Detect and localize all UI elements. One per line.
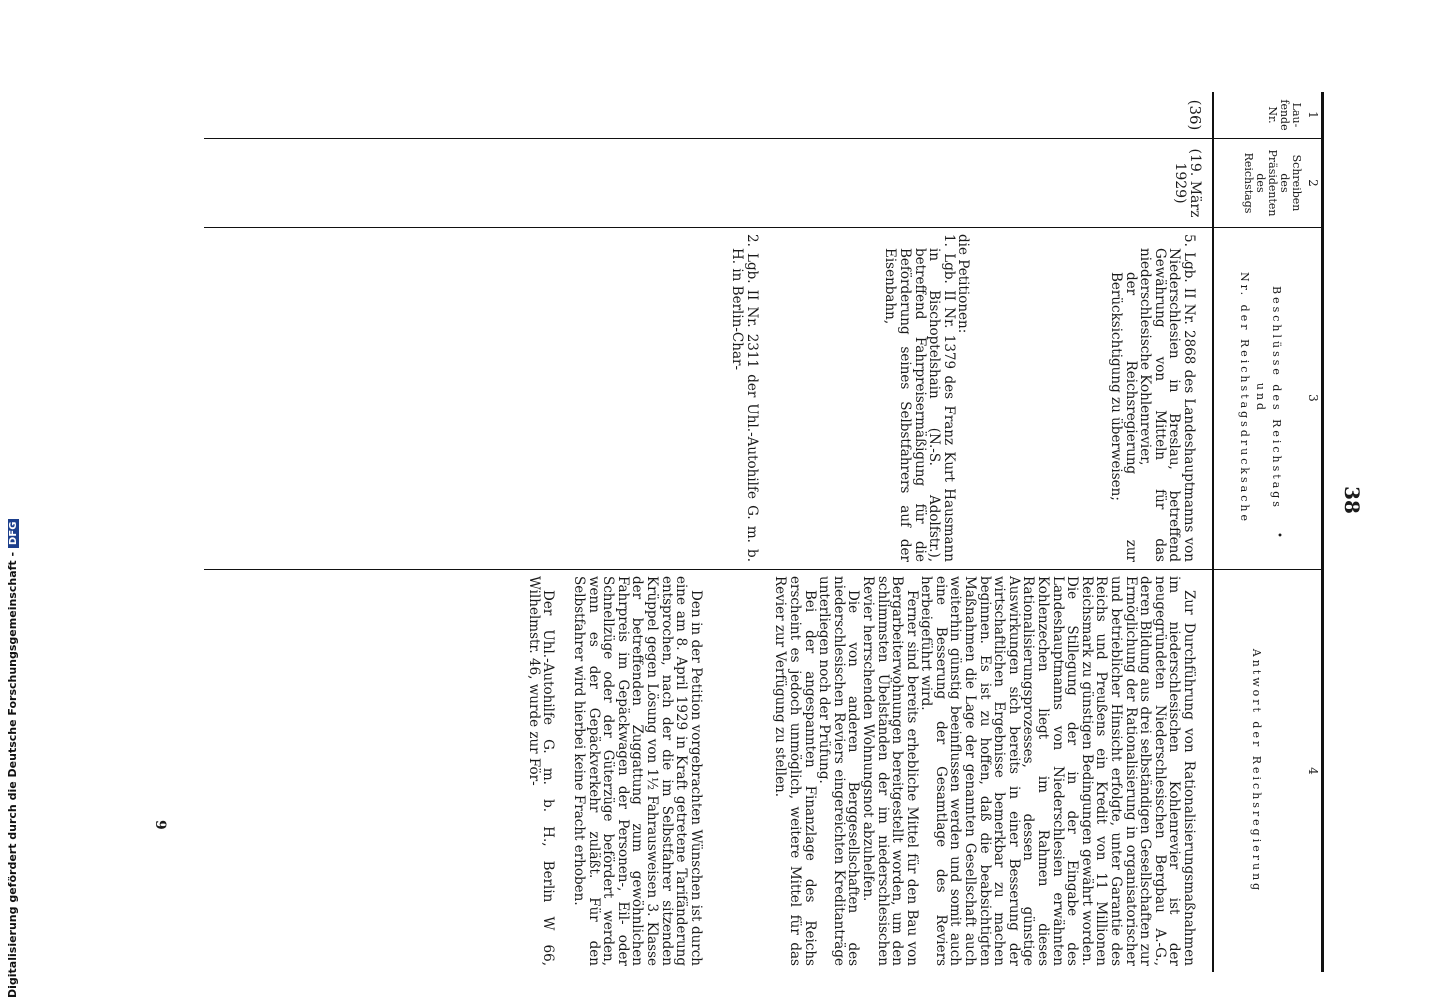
column-4-content bbox=[526, 570, 1196, 972]
column-number-1: 1 bbox=[1306, 111, 1320, 119]
column-header-lfd-nr: Lau- fende Nr. bbox=[1266, 99, 1303, 131]
table-header-rule bbox=[1212, 92, 1214, 972]
answer-paragraph: Der Uhl.-Autohilfe G. m. b. H., Berlin W 66, Wilhelmstr. 46, wurde zur För- bbox=[525, 576, 557, 966]
page-number: 38 bbox=[1340, 486, 1364, 514]
column-header-antwort: Antwort der Reichsregierung bbox=[1250, 648, 1263, 894]
digitization-credit bbox=[6, 519, 19, 998]
resolution-text: 5. Lgb. II Nr. 2868 des Landeshauptmanns von Niederschlesien in Breslau, betreffend Gewährung von Mitteln für das niederschlesische Kohlenrevier, bbox=[1137, 234, 1197, 562]
ink-mark: • bbox=[1273, 532, 1284, 538]
table-top-rule bbox=[1321, 92, 1324, 972]
resolution-text-cont: der Reichsregierung zur Berücksichtigung zu überweisen; bbox=[1108, 272, 1139, 562]
column-header-beschluesse: Beschlüsse des Reichstags und Nr. der Reichstagsdrucksache bbox=[1238, 271, 1283, 524]
footer-number: 9 bbox=[152, 820, 168, 830]
column-number-2: 2 bbox=[1306, 179, 1320, 187]
column-header-schreiben: Schreiben des Präsidenten des Reichstags bbox=[1242, 149, 1303, 217]
answer-paragraph: Zur Durchführung von Rationalisierungsmaßnahmen im niederschlesischen Kohlenrevier ist der neugegründeten Niederschlesischen Bergbau A.-G., deren Bildung aus drei selbständigen Gesellschaften zur Ermöglichung der Rationalisierung in organisatorischer und betrieblicher Hinsicht erfolgte, unter Garantie des Reichs und Preußens ein Kredit von 11 Millionen Reichsmark zu günstigen Bedingungen gewährt worden. Die Stillegung der in der Eingabe des Landeshauptmanns von Niederschlesien erwähnten Kohlenzechen liegt im Rahmen dieses Rationalisierungsprozesses, dessen günstige Auswirkungen sich bereits in einer Besserung der wirtschaftlichen Ergebnisse bemerkbar zu machen beginnen. Es ist zu hoffen, daß die beabsichtigten Maßnahmen die Lage der genannten Gesellschaft auch weiterhin günstig beeinflussen werden und somit auch eine Besserung der Gesamtlage des Reviers herbeigeführt wird. bbox=[918, 576, 1197, 966]
petition-item-2: 2. Lgb. II Nr. 2311 der Uhl.-Autohilfe G. m. b. H. in Berlin-Char- bbox=[729, 234, 760, 562]
entry-date: (19. März 1929) bbox=[1172, 148, 1203, 218]
column-divider bbox=[204, 138, 1324, 139]
column-3-content bbox=[730, 228, 1196, 568]
petition-item-1: 1. Lgb. II Nr. 1379 des Franz Kurt Hausmann in Bischoptelshain (N.-S. Adolfstr.), betreffend Fahrpreisermäßigung für die Beförderung seines Selbstfahrers auf der Eisenbahn, bbox=[882, 234, 957, 562]
answer-paragraph: Bei der angespannten Finanzlage des Reichs erscheint es jedoch unmöglich, weitere Mittel für das Revier zur Verfügung zu stellen. bbox=[772, 576, 818, 966]
answer-paragraph: Die von anderen Berggesellschaften des niederschlesischen Reviers eingereichten Kreditanträge unterliegen noch der Prüfung. bbox=[816, 576, 862, 966]
answer-paragraph: Ferner sind bereits erhebliche Mittel für den Bau von Bergarbeiterwohnungen bereitgestellt worden, um den schlimmsten Übelständen der im niederschlesischen Revier herrschenden Wohnungsnot abzuhelfen. bbox=[859, 576, 920, 966]
credit-text: Digitalisierung gefördert durch die Deutsche Forschungsgemeinschaft - bbox=[6, 551, 19, 998]
document-page bbox=[134, 0, 1434, 1000]
column-number-3: 3 bbox=[1306, 394, 1320, 402]
petitions-intro: die Petitionen: bbox=[955, 234, 972, 334]
entry-number: (36) bbox=[1186, 99, 1204, 131]
column-number-4: 4 bbox=[1306, 767, 1320, 775]
dfg-logo: DFG bbox=[8, 519, 19, 548]
answer-paragraph: Den in der Petition vorgebrachten Wünschen ist durch eine am 8. April 1929 in Kraft getretene Tarifänderung entsprochen, nach der die im Selbstfahrer sitzenden Krüppel gegen Lösung von 1½ Fahrausweisen 3. Klasse der betreffenden Zuggattung zum gewöhnlichen Fahrpreis im Gepäckwagen der Personen-, Eil- oder Schnellzüge oder der Güterzüge befördert werden, wenn es der Gepäckverkehr zuläßt. Für den Selbstfahrer wird hierbei keine Fracht erhoben. bbox=[571, 576, 704, 966]
